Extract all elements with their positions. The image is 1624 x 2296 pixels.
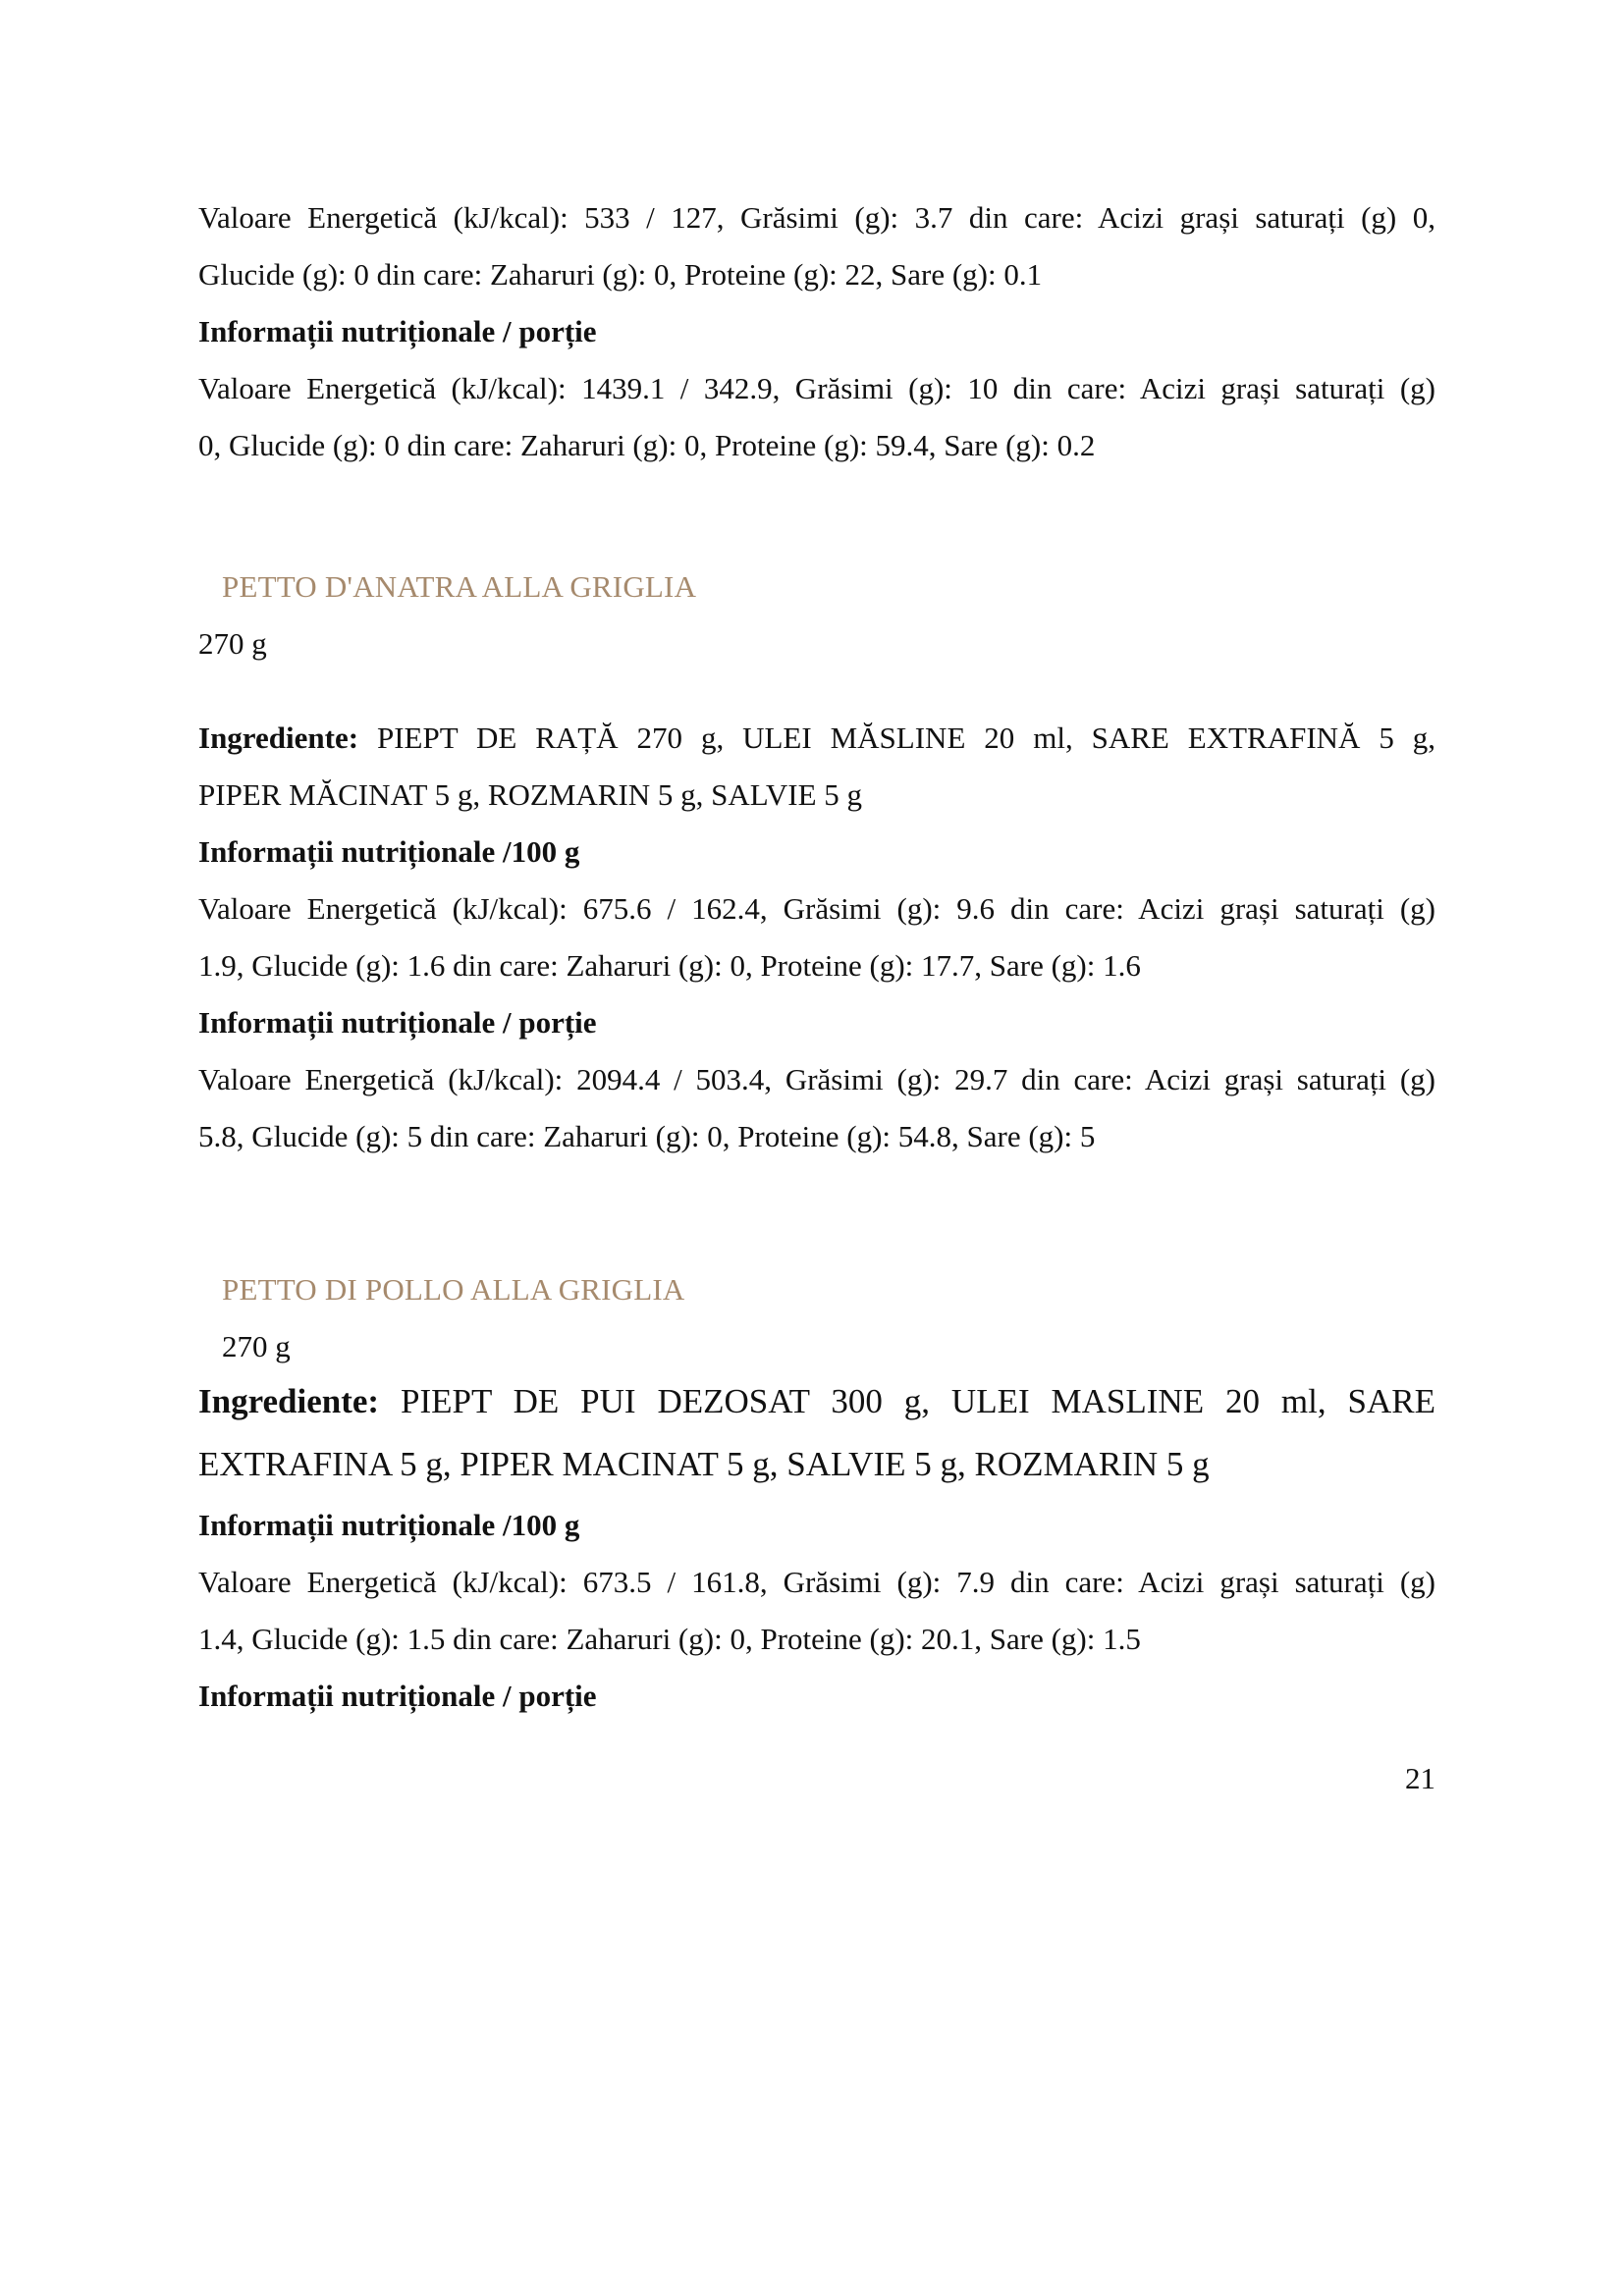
dish1-weight: 270 g bbox=[198, 626, 267, 661]
dish2-ingredients-label: Ingrediente: bbox=[198, 1382, 380, 1420]
intro-portion-line-1: Valoare Energetică (kJ/kcal): 1439.1 / 342.9, Grăsimi (g): 10 din care: Acizi grași saturați (g) bbox=[198, 371, 1435, 405]
dish1-ingredients-label: Ingrediente: bbox=[198, 721, 359, 755]
dish1-ingredients-text-1: PIEPT DE RAȚĂ 270 g, ULEI MĂSLINE 20 ml, SARE EXTRAFINĂ 5 g, bbox=[376, 721, 1436, 755]
intro-portion-line-2: 0, Glucide (g): 0 din care: Zaharuri (g): 0, Proteine (g): 59.4, Sare (g): 0.2 bbox=[198, 428, 1096, 462]
intro-per100-line-1: Valoare Energetică (kJ/kcal): 533 / 127, Grăsimi (g): 3.7 din care: Acizi grași saturați (g) 0, bbox=[198, 200, 1435, 235]
dish2-title: PETTO DI POLLO ALLA GRIGLIA bbox=[222, 1272, 685, 1307]
dish2-per100-line-1: Valoare Energetică (kJ/kcal): 673.5 / 161.8, Grăsimi (g): 7.9 din care: Acizi grași saturați (g) bbox=[198, 1565, 1435, 1599]
intro-per100-line-2: Glucide (g): 0 din care: Zaharuri (g): 0, Proteine (g): 22, Sare (g): 0.1 bbox=[198, 257, 1043, 292]
dish1-per100-heading: Informații nutriționale /100 g bbox=[198, 834, 580, 869]
dish2-ingredients-line-2: EXTRAFINA 5 g, PIPER MACINAT 5 g, SALVIE 5 g, ROZMARIN 5 g bbox=[198, 1445, 1210, 1483]
dish2-portion-heading: Informații nutriționale / porție bbox=[198, 1679, 597, 1713]
dish2-ingredients-line-1 bbox=[198, 1380, 1435, 1423]
dish1-per100-line-1: Valoare Energetică (kJ/kcal): 675.6 / 162.4, Grăsimi (g): 9.6 din care: Acizi grași saturați (g) bbox=[198, 891, 1435, 926]
page-number: 21 bbox=[1405, 1761, 1435, 1795]
dish1-portion-line-1: Valoare Energetică (kJ/kcal): 2094.4 / 503.4, Grăsimi (g): 29.7 din care: Acizi grași saturați (g) bbox=[198, 1062, 1435, 1096]
dish1-ingredients-line-2: PIPER MĂCINAT 5 g, ROZMARIN 5 g, SALVIE 5 g bbox=[198, 777, 863, 812]
dish2-weight: 270 g bbox=[222, 1329, 291, 1363]
dish1-title: PETTO D'ANATRA ALLA GRIGLIA bbox=[222, 569, 697, 604]
dish1-portion-heading: Informații nutriționale / porție bbox=[198, 1005, 597, 1040]
dish1-ingredients-line-1 bbox=[198, 719, 1435, 758]
intro-portion-heading: Informații nutriționale / porție bbox=[198, 314, 597, 348]
dish2-per100-line-2: 1.4, Glucide (g): 1.5 din care: Zaharuri (g): 0, Proteine (g): 20.1, Sare (g): 1.5 bbox=[198, 1622, 1141, 1656]
dish2-ingredients-text-1: PIEPT DE PUI DEZOSAT 300 g, ULEI MASLINE 20 ml, SARE bbox=[400, 1382, 1435, 1420]
dish2-per100-heading: Informații nutriționale /100 g bbox=[198, 1508, 580, 1542]
dish1-portion-line-2: 5.8, Glucide (g): 5 din care: Zaharuri (g): 0, Proteine (g): 54.8, Sare (g): 5 bbox=[198, 1119, 1096, 1153]
dish1-per100-line-2: 1.9, Glucide (g): 1.6 din care: Zaharuri (g): 0, Proteine (g): 17.7, Sare (g): 1.6 bbox=[198, 948, 1141, 983]
